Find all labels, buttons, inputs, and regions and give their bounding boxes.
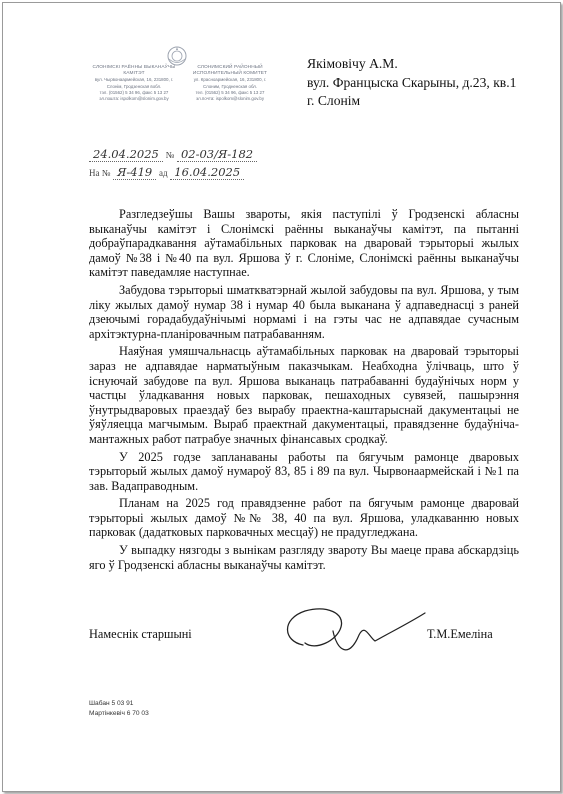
org-name-ru: СЛОНИМСКИЙ РАЙОННЫЙ ИСПОЛНИТЕЛЬНЫЙ КОМИТЕТ bbox=[192, 65, 268, 77]
executor-footer bbox=[89, 699, 149, 718]
registration-number: 02-03/Я-182 bbox=[177, 147, 257, 162]
executor-line: Шабан 5 03 91 bbox=[89, 700, 134, 707]
reference-label: На № bbox=[89, 168, 111, 178]
reference-from: ад bbox=[158, 168, 168, 178]
body-paragraph: У 2025 годзе запланаваны работы па бягучым рамонце дваровых тэрыторый жылых дамоў нумароў 83, 85 і 89 па вул. Чырвонаармейскай і №1 па зав. Вадаправодным. bbox=[89, 449, 519, 493]
body-paragraph: Наяўная умяшчальнасць аўтамабільных парковак на дваровай тэрыторыі зараз не адпавядае нарматыўным паказчыкам. Неабходна ўлічваць, што ў існуючай забудове па вул. Яршова выканаць патрабаванні будаўнічых норм у частцы ўладкавання новых парковак, пешаходных сувязей, пашырэння ўнутрыдваровых праездаў без вырабу праектна-каштарыснай дакументацыі не ўяўляецца магчымым. Выраб праектнай дакументацыі, правядзенне будаўніча-мантажных работ патрабуе значных фінансавых сродкаў. bbox=[89, 344, 519, 446]
addressee-city: г. Слонім bbox=[307, 93, 361, 109]
addressee-name: Якімовічу А.М. bbox=[307, 56, 398, 71]
executor-line: Мартінкевіч 6 70 03 bbox=[89, 709, 149, 717]
body-paragraph: Разгледзеўшы Вашы звароты, якія паступілі ў Гродзенскі абласны выканаўчы камітэт і Слонімскі раённы выканаўчы камітэт, па пытанні добраўпарадкавання аўтамабільных парковак на дваровай тэрыторыі жылых дамоў №38 і №40 па вул. Яршова ў г. Слоніме, Слонімскі раённы выканаўчы камітэт паведамляе наступнае. bbox=[89, 207, 519, 280]
org-address-be: вул. Чырвонаармейская, 16, 231800, г. Слонім, Гродзенская вобл. bbox=[94, 77, 174, 89]
registration-date: 24.04.2025 bbox=[89, 147, 163, 162]
org-phone-be: тэл. (01562) 5 34 96, факс 5 13 27 bbox=[99, 89, 169, 95]
org-email-ru: эл.почта: ispolkom@slonim.gov.by bbox=[195, 96, 265, 102]
letterhead-left bbox=[89, 65, 179, 102]
state-emblem-icon bbox=[166, 45, 188, 67]
body-paragraph: Планам на 2025 год правядзенне работ па бягучым рамонце дваровай тэрыторыі жылых дамоў №№ 38, 40 па вул. Яршова, уладкаванню новых парковак (дадатковых парковачных месцаў) не прадугледжана. bbox=[89, 496, 519, 540]
addressee-street: вул. Францыска Скарыны, д.23, кв.1 bbox=[307, 74, 517, 90]
signatory-name: Т.М.Емеліна bbox=[427, 627, 493, 641]
org-email-be: эл.пошта: ispolkom@slonim.gov.by bbox=[99, 96, 169, 102]
reference-line bbox=[89, 165, 244, 180]
addressee-block bbox=[307, 55, 516, 111]
letterhead-right bbox=[185, 65, 275, 102]
body-paragraph: Забудова тэрыторыі шматкватэрнай жылой забудовы па вул. Яршова, у тым ліку жылых дамоў нумар 38 і нумар 40 была выканана ў адпаведнасці з раней дзеючымі горадабудаўнічымі нормамі і на гэты час не адпавядае сучасным архітэктурна-планіровачным патрабаванням. bbox=[89, 282, 519, 341]
letter-body bbox=[89, 207, 519, 575]
org-address-ru: ул. Красноармейская, 16, 231800, г. Слоним, Гродненская обл. bbox=[193, 77, 267, 89]
body-paragraph: У выпадку нязгоды з вынікам разгляду звароту Вы маеце права абскардзіць яго ў Гродзенскі абласны выканаўчы камітэт. bbox=[89, 543, 519, 572]
letterhead bbox=[89, 49, 275, 179]
reference-date: 16.04.2025 bbox=[170, 165, 244, 180]
org-phone-ru: тел. (01562) 5 34 96, факс 5 13 27 bbox=[195, 89, 265, 95]
registration-line bbox=[89, 147, 257, 162]
registration-separator: № bbox=[165, 150, 175, 160]
reference-number: Я-419 bbox=[113, 165, 156, 180]
handwritten-signature bbox=[275, 601, 435, 665]
signatory-title: Намеснік старшыні bbox=[89, 627, 192, 641]
org-name-be: СЛОНІМСКІ РАЁННЫ ВЫКАНАЎЧЫ КАМІТЭТ bbox=[92, 65, 176, 77]
document-page bbox=[2, 2, 561, 792]
